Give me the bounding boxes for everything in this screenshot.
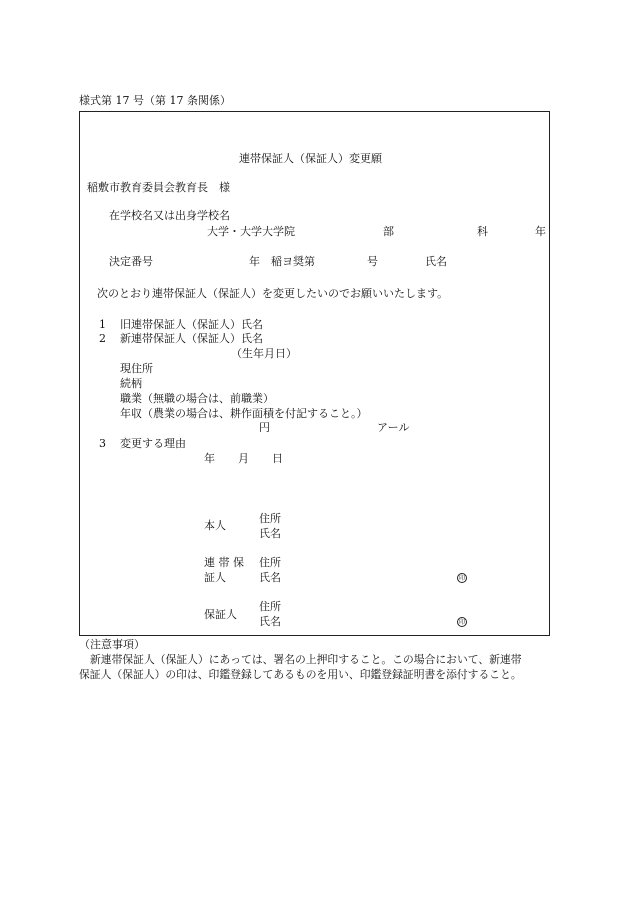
joint-guarantor-label-1: 連 帯 保	[204, 556, 244, 569]
joint-name-label: 氏名	[259, 571, 281, 584]
notes-line-1: 新連帯保証人（保証人）にあっては、署名の上押印すること。この場合において、新連帯	[90, 653, 522, 666]
school-label: 在学校名又は出身学校名	[109, 209, 230, 222]
guarantor-name-label: 氏名	[259, 615, 281, 628]
decision-name-label: 氏名	[425, 255, 447, 268]
birth-date-label: （生年月日）	[231, 347, 297, 360]
joint-seal-icon: 印	[458, 575, 465, 582]
guarantor-seal-icon: 印	[458, 619, 465, 626]
decision-label: 決定番号	[109, 255, 153, 268]
dept-label: 部	[383, 225, 394, 238]
income-label: 年収（農業の場合は、耕作面積を付記すること。）	[120, 407, 368, 420]
guarantor-address-label: 住所	[259, 600, 281, 613]
decision-number-label: 号	[367, 255, 378, 268]
year-label: 年	[535, 225, 546, 238]
addressee: 稲敷市教育委員会教育長 様	[87, 181, 230, 194]
relation-label: 続柄	[120, 377, 142, 390]
decision-prefix: 稲ヨ奨第	[271, 255, 315, 268]
item1-number: 1	[99, 318, 106, 331]
school-type: 大学・大学大学院	[207, 225, 295, 238]
self-address-label: 住所	[259, 512, 281, 525]
request-text: 次のとおり連帯保証人（保証人）を変更したいのでお願いいたします。	[97, 287, 449, 300]
item3-label: 変更する理由	[120, 437, 186, 450]
joint-guarantor-label-2: 証人	[204, 571, 226, 584]
notes-heading: （注意事項）	[79, 638, 145, 651]
form-title: 連帯保証人（保証人）変更願	[239, 152, 382, 165]
subject-label: 科	[477, 225, 488, 238]
joint-address-label: 住所	[259, 556, 281, 569]
decision-year-label: 年	[249, 255, 260, 268]
form-number: 様式第 17 号（第 17 条関係）	[79, 94, 231, 107]
item1-label: 旧連帯保証人（保証人）氏名	[120, 318, 263, 331]
yen-label: 円	[259, 421, 270, 434]
date-year: 年	[204, 452, 215, 465]
occupation-label: 職業（無職の場合は、前職業）	[120, 392, 274, 405]
notes-line-2: 保証人（保証人）の印は、印鑑登録してあるものを用い、印鑑登録証明書を添付すること。	[79, 668, 522, 681]
guarantor-label: 保証人	[204, 608, 237, 621]
self-name-label: 氏名	[259, 527, 281, 540]
are-label: アール	[377, 421, 410, 434]
item2-label: 新連帯保証人（保証人）氏名	[120, 332, 263, 345]
item3-number: 3	[99, 437, 106, 450]
self-label: 本人	[204, 519, 226, 532]
item2-number: 2	[99, 332, 106, 345]
address-label: 現住所	[120, 362, 153, 375]
date-month: 月	[238, 452, 249, 465]
date-day: 日	[272, 452, 283, 465]
